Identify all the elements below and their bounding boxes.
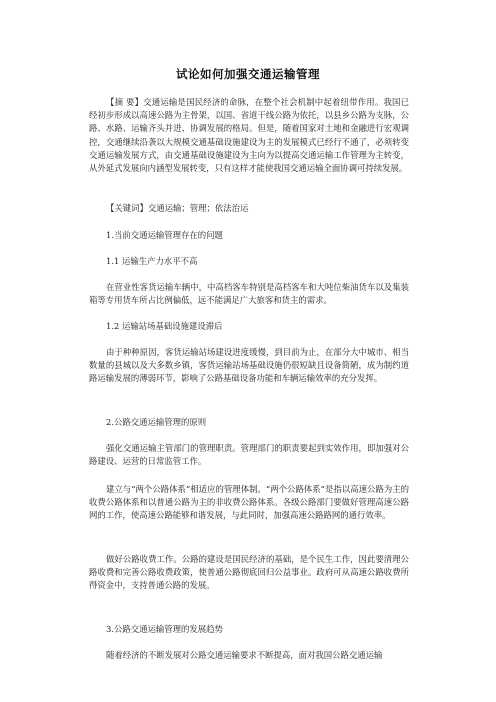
abstract-paragraph: 【摘 要】交通运输是国民经济的命脉，在整个社会机制中起着纽带作用。我国已经初步形成以高速公路为主骨架，以国、省道干线公路为依托，以县乡公路为支脉，公路、水路、运输齐头并进、协调发展的格局。但是，随着国家对土地和金融进行宏观调控，交通继续沿袭以大规模交通基础设施建设为主的发展模式已经行不通了，必须转变交通运输发展方式，由交通基础设施建设为主向为以提高交通运输工作管理为主转变，从外延式发展向内涵型发展转变，只有这样才能使我国交通运输全面协调可持续发展。 — [89, 97, 409, 174]
section-1-heading: 1.当前交通运输管理存在的问题 — [106, 230, 223, 240]
section-1-2-heading: 1.2 运输站场基础设施建设滞后 — [106, 321, 223, 331]
section-2-paragraph-2: 建立与“两个公路体系”相适应的管理体制。“两个公路体系”是指以高速公路为主的收费公路体系和以普通公路为主的非收费公路体系。各级公路部门要做好管理高速公路网的工作，使高速公路能够和谐发展，与此同时，加强高速公路路网的通行效率。 — [89, 484, 409, 521]
document-title: 试论如何加强交通运输管理 — [176, 67, 320, 81]
section-1-1-heading: 1.1 运输生产力水平不高 — [106, 256, 198, 266]
keywords-line: 【关键词】交通运输；管理；依法治运 — [106, 203, 249, 213]
section-3-paragraph: 随着经济的不断发展对公路交通运输要求不断提高，面对我国公路交通运输 — [106, 650, 383, 660]
section-1-1-paragraph: 在营业性客货运输车辆中，中高档客车特别是高档客车和大吨位柴油货车以及集装箱等专用货车所占比例偏低，远不能满足广大旅客和货主的需求。 — [89, 282, 409, 306]
section-1-2-paragraph: 由于种种原因，客货运输站场建设进度缓慢，到目前为止，在部分大中城市、相当数量的县城以及大多数乡镇，客货运输站场基础设施仍很短缺且设备简陋，成为制约道路运输发展的薄弱环节，影响了公路基础设备功能和车辆运输效率的充分发挥。 — [89, 347, 409, 384]
section-2-paragraph-1: 强化交通运输主管部门的管理职责。管理部门的职责要起到实效作用，即加强对公路建设、运营的日常监管工作。 — [89, 443, 409, 467]
section-2-paragraph-3: 做好公路收费工作。公路的建设是国民经济的基础，是个民生工作，因此要清理公路收费和完善公路收费政策，使普通公路彻底回归公益事业。政府可从高速公路收费所得资金中，支持普通公路的发展。 — [89, 554, 409, 591]
section-2-heading: 2.公路交通运输管理的原则 — [106, 417, 207, 427]
section-3-heading: 3.公路交通运输管理的发展趋势 — [106, 624, 223, 634]
